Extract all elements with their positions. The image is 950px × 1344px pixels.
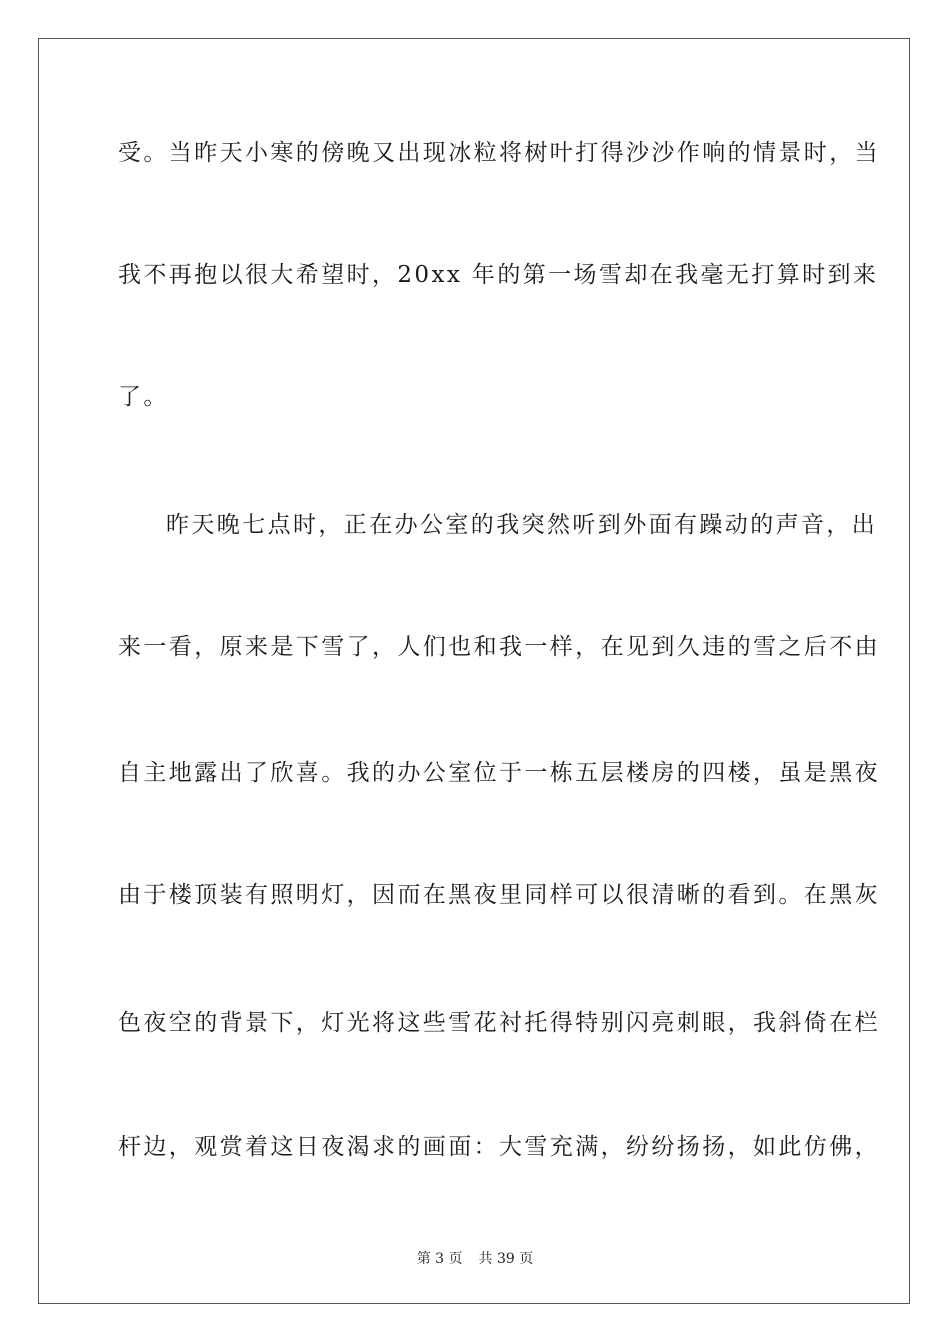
page-number: 第 3 页: [416, 1251, 463, 1267]
paragraph-line: 受。当昨天小寒的傍晚又出现冰粒将树叶打得沙沙作响的情景时，当: [118, 140, 880, 166]
paragraph-line: 昨天晚七点时，正在办公室的我突然听到外面有躁动的声音，出: [166, 512, 878, 538]
page-border: [38, 38, 910, 1304]
page-footer: [0, 1248, 950, 1268]
paragraph-line: 了。: [118, 384, 169, 410]
paragraph-line: 杆边，观赏着这日夜渴求的画面：大雪充满，纷纷扬扬，如此仿佛，: [118, 1134, 880, 1160]
page-total: 共 39 页: [478, 1251, 534, 1267]
paragraph-line: 我不再抱以很大希望时，20xx 年的第一场雪却在我毫无打算时到来: [118, 262, 879, 288]
paragraph-line: 色夜空的背景下，灯光将这些雪花衬托得特别闪亮刺眼，我斜倚在栏: [118, 1010, 880, 1036]
paragraph-line: 由于楼顶装有照明灯，因而在黑夜里同样可以很清晰的看到。在黑灰: [118, 882, 880, 908]
paragraph-line: 自主地露出了欣喜。我的办公室位于一栋五层楼房的四楼，虽是黑夜: [118, 760, 880, 786]
paragraph-line: 来一看，原来是下雪了，人们也和我一样，在见到久违的雪之后不由: [118, 634, 880, 660]
